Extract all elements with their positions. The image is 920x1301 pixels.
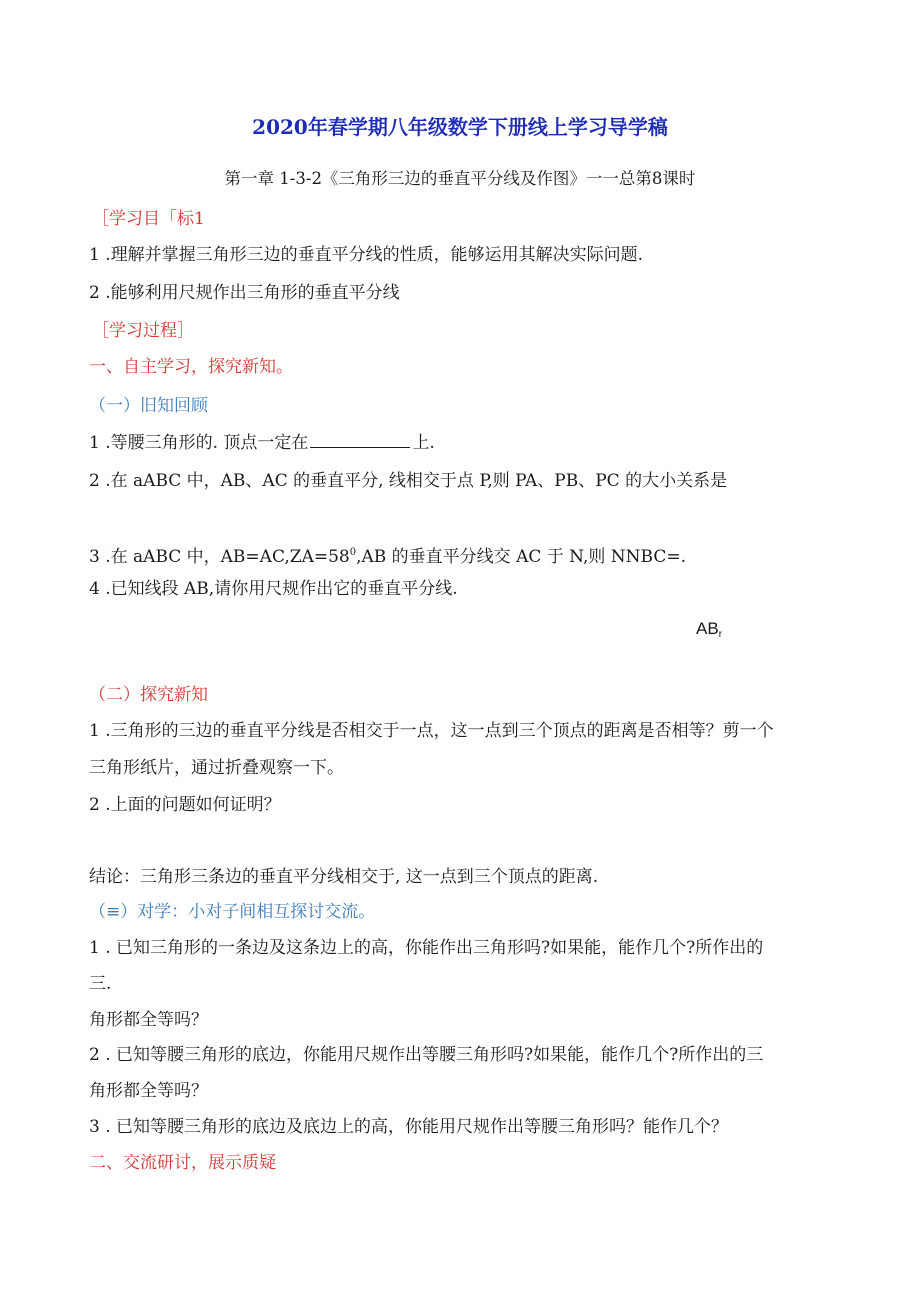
review-heading: （一）旧知回顾 xyxy=(89,396,208,416)
segment-ab-subscript: r xyxy=(718,629,723,640)
discuss-heading: （≡）对学：小对子间相互探讨交流。 xyxy=(89,902,376,922)
discuss-question-2-line-1: 2 . 已知等腰三角形的底边，你能用尺规作出等腰三角形吗?如果能，能作几个?所作出的三 xyxy=(89,1045,764,1065)
review-question-3 xyxy=(89,542,686,568)
explore-question-2: 2 .上面的问题如何证明？ xyxy=(89,795,281,815)
review-question-4: 4 .已知线段 AB,请你用尺规作出它的垂直平分线. xyxy=(89,579,458,599)
objective-item-2: 2 .能够利用尺规作出三角形的垂直平分线 xyxy=(89,283,400,303)
explore-question-1-line-2: 三角形纸片，通过折叠观察一下。 xyxy=(89,758,344,778)
lesson-subtitle: 第一章 1-3-2《三角形三边的垂直平分线及作图》一一总第8课时 xyxy=(224,169,696,188)
segment-ab-text: AB xyxy=(696,619,719,638)
answer-blank[interactable] xyxy=(310,433,410,448)
explore-heading: （二）探究新知 xyxy=(89,685,208,705)
degree-mark: 0 xyxy=(349,547,357,558)
review-q3-prefix: 3 .在 aABC 中，AB=AC,ZA=58 xyxy=(89,547,350,567)
review-question-2: 2 .在 aABC 中，AB、AC 的垂直平分, 线相交于点 P,则 PA、PB、PC 的大小关系是 xyxy=(89,471,728,491)
conclusion-text: 结论：三角形三条边的垂直平分线相交于, 这一点到三个顶点的距离. xyxy=(89,867,599,887)
segment-ab-label xyxy=(696,618,722,646)
process-heading: ［学习过程］ xyxy=(92,321,194,341)
section-2-heading: 二、交流研讨，展示质疑 xyxy=(89,1153,276,1173)
objective-item-1: 1 .理解并掌握三角形三边的垂直平分线的性质，能够运用其解决实际问题. xyxy=(89,245,644,265)
review-q3-suffix: ,AB 的垂直平分线交 AC 于 N,则 NNBC=. xyxy=(356,547,686,567)
review-q1-prefix: 1 .等腰三角形的. 顶点一定在 xyxy=(89,433,309,453)
section-1-heading: 一、自主学习，探究新知。 xyxy=(89,357,293,377)
page-title: 2020年春学期八年级数学下册线上学习导学稿 xyxy=(252,115,668,139)
discuss-question-2-line-2: 角形都全等吗？ xyxy=(89,1081,208,1101)
discuss-question-1-line-3: 角形都全等吗？ xyxy=(89,1010,208,1030)
review-q1-suffix: 上. xyxy=(412,433,435,453)
explore-question-1-line-1: 1 .三角形的三边的垂直平分线是否相交于一点，这一点到三个顶点的距离是否相等？剪一个 xyxy=(89,721,774,741)
discuss-question-1-line-2: 三. xyxy=(89,974,112,994)
discuss-question-3: 3 . 已知等腰三角形的底边及底边上的高，你能用尺规作出等腰三角形吗？能作几个？ xyxy=(89,1117,729,1137)
objectives-heading: ［学习目「标1 xyxy=(92,209,205,229)
discuss-question-1-line-1: 1 . 已知三角形的一条边及这条边上的高，你能作出三角形吗?如果能，能作几个?所作出的 xyxy=(89,938,764,958)
review-question-1 xyxy=(89,432,435,454)
